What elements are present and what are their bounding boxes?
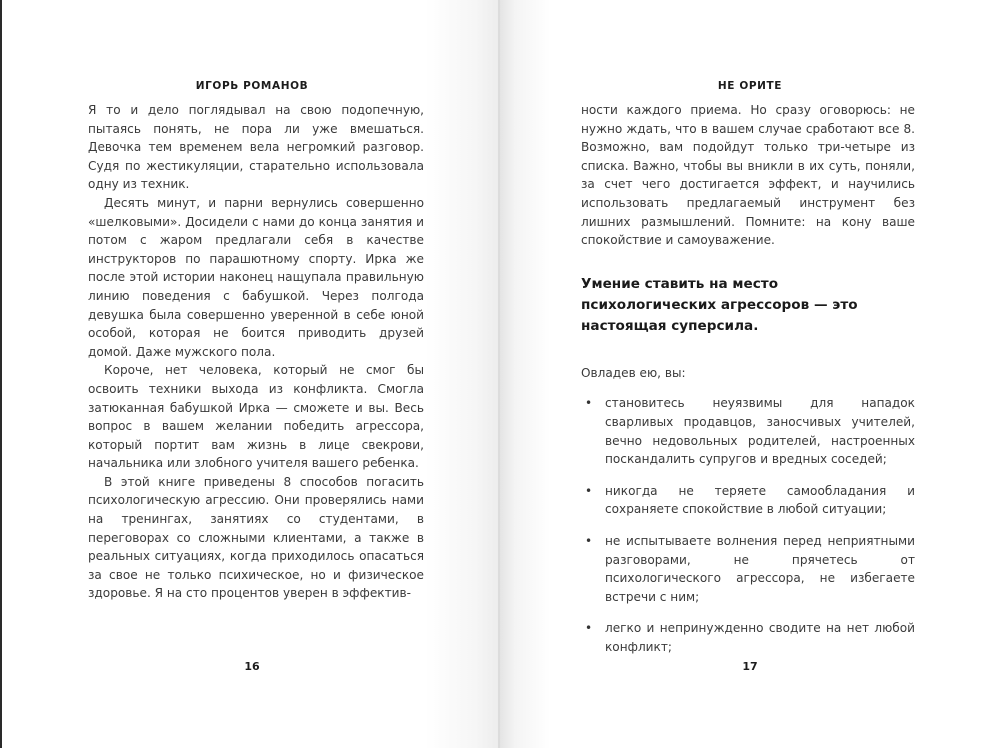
list-item (581, 532, 915, 606)
right-page-body (581, 101, 915, 669)
paragraph: Короче, нет человека, который не смог бы освоить техники выхода из конфликта. Смогла затюканная бабушкой Ирка — сможете и вы. Весь вопрос в вашем желании победить агрессора, который портит вам жизнь в лице свекрови, начальника или злобного учителя вашего ребенка. (88, 363, 424, 471)
list-item (581, 619, 915, 656)
bullet-icon: • (585, 533, 593, 548)
running-head-title: НЕ ОРИТЕ (717, 80, 783, 92)
list-lead: Овладев ею, вы: (581, 365, 686, 380)
left-page-body (88, 101, 424, 603)
bullet-icon: • (585, 396, 593, 411)
section-heading: Умение ставить на место психологических агрессоров — это настоящая суперсила. (581, 275, 858, 334)
bullet-icon: • (585, 483, 593, 498)
right-page (500, 0, 1001, 748)
page-number: 17 (742, 660, 758, 673)
list-item-text: легко и непринужденно сводите на нет любой конфликт; (605, 621, 915, 654)
bullet-list (581, 394, 915, 656)
paragraph: В этой книге приведены 8 способов погасить психологическую агрессию. Они проверялись нами на тренингах, занятиях со студентами, в переговорах со сложными клиентами, а также в реальных ситуациях, когда приходилось опасаться за свое не только психическое, но и физическое здоровье. Я на сто процентов уверен в эффектив- (88, 474, 424, 601)
list-item (581, 482, 915, 519)
paragraph: Десять минут, и парни вернулись совершенно «шелковыми». Досидели с нами до конца занятия и потом с жаром предлагали себя в качестве инструкторов по парашютному спорту. Ирка же после этой истории наконец нащупала правильную линию поведения с бабушкой. Через полгода девушка была совершенно уверенной в себе юной особой, которая не боится приводить друзей домой. Даже мужского пола. (88, 195, 424, 359)
page-number: 16 (244, 660, 260, 673)
list-item-text: становитесь неуязвимы для нападок сварливых продавцов, заносчивых учителей, вечно недовольных родителей, настроенных поскандалить супругов и вредных соседей; (605, 396, 915, 467)
list-item-text: никогда не теряете самообладания и сохраняете спокойствие в любой ситуации; (605, 483, 915, 517)
list-item-text: не испытываете волнения перед неприятными разговорами, не прячетесь от психологического агрессора, не избегаете встречи с ним; (605, 533, 915, 604)
left-page (2, 0, 500, 748)
paragraph: ности каждого приема. Но сразу оговорюсь: не нужно ждать, что в вашем случае сработают все 8. Возможно, вам подойдут только три-четыре из списка. Важно, чтобы вы вникли в их суть, поняли, за счет чего достигается эффект, и научились использовать предлагаемый инструмент без лишних размышлений. Помните: на кону ваше спокойствие и самоуважение. (581, 103, 915, 248)
paragraph: Я то и дело поглядывал на свою подопечную, пытаясь понять, не пора ли уже вмешаться. Девочка тем временем вела негромкий разговор. Судя по жестикуляции, старательно использовала одну из техник. (88, 103, 424, 192)
bullet-icon: • (585, 621, 593, 636)
list-item (581, 394, 915, 468)
running-head-author: ИГОРЬ РОМАНОВ (195, 80, 309, 92)
